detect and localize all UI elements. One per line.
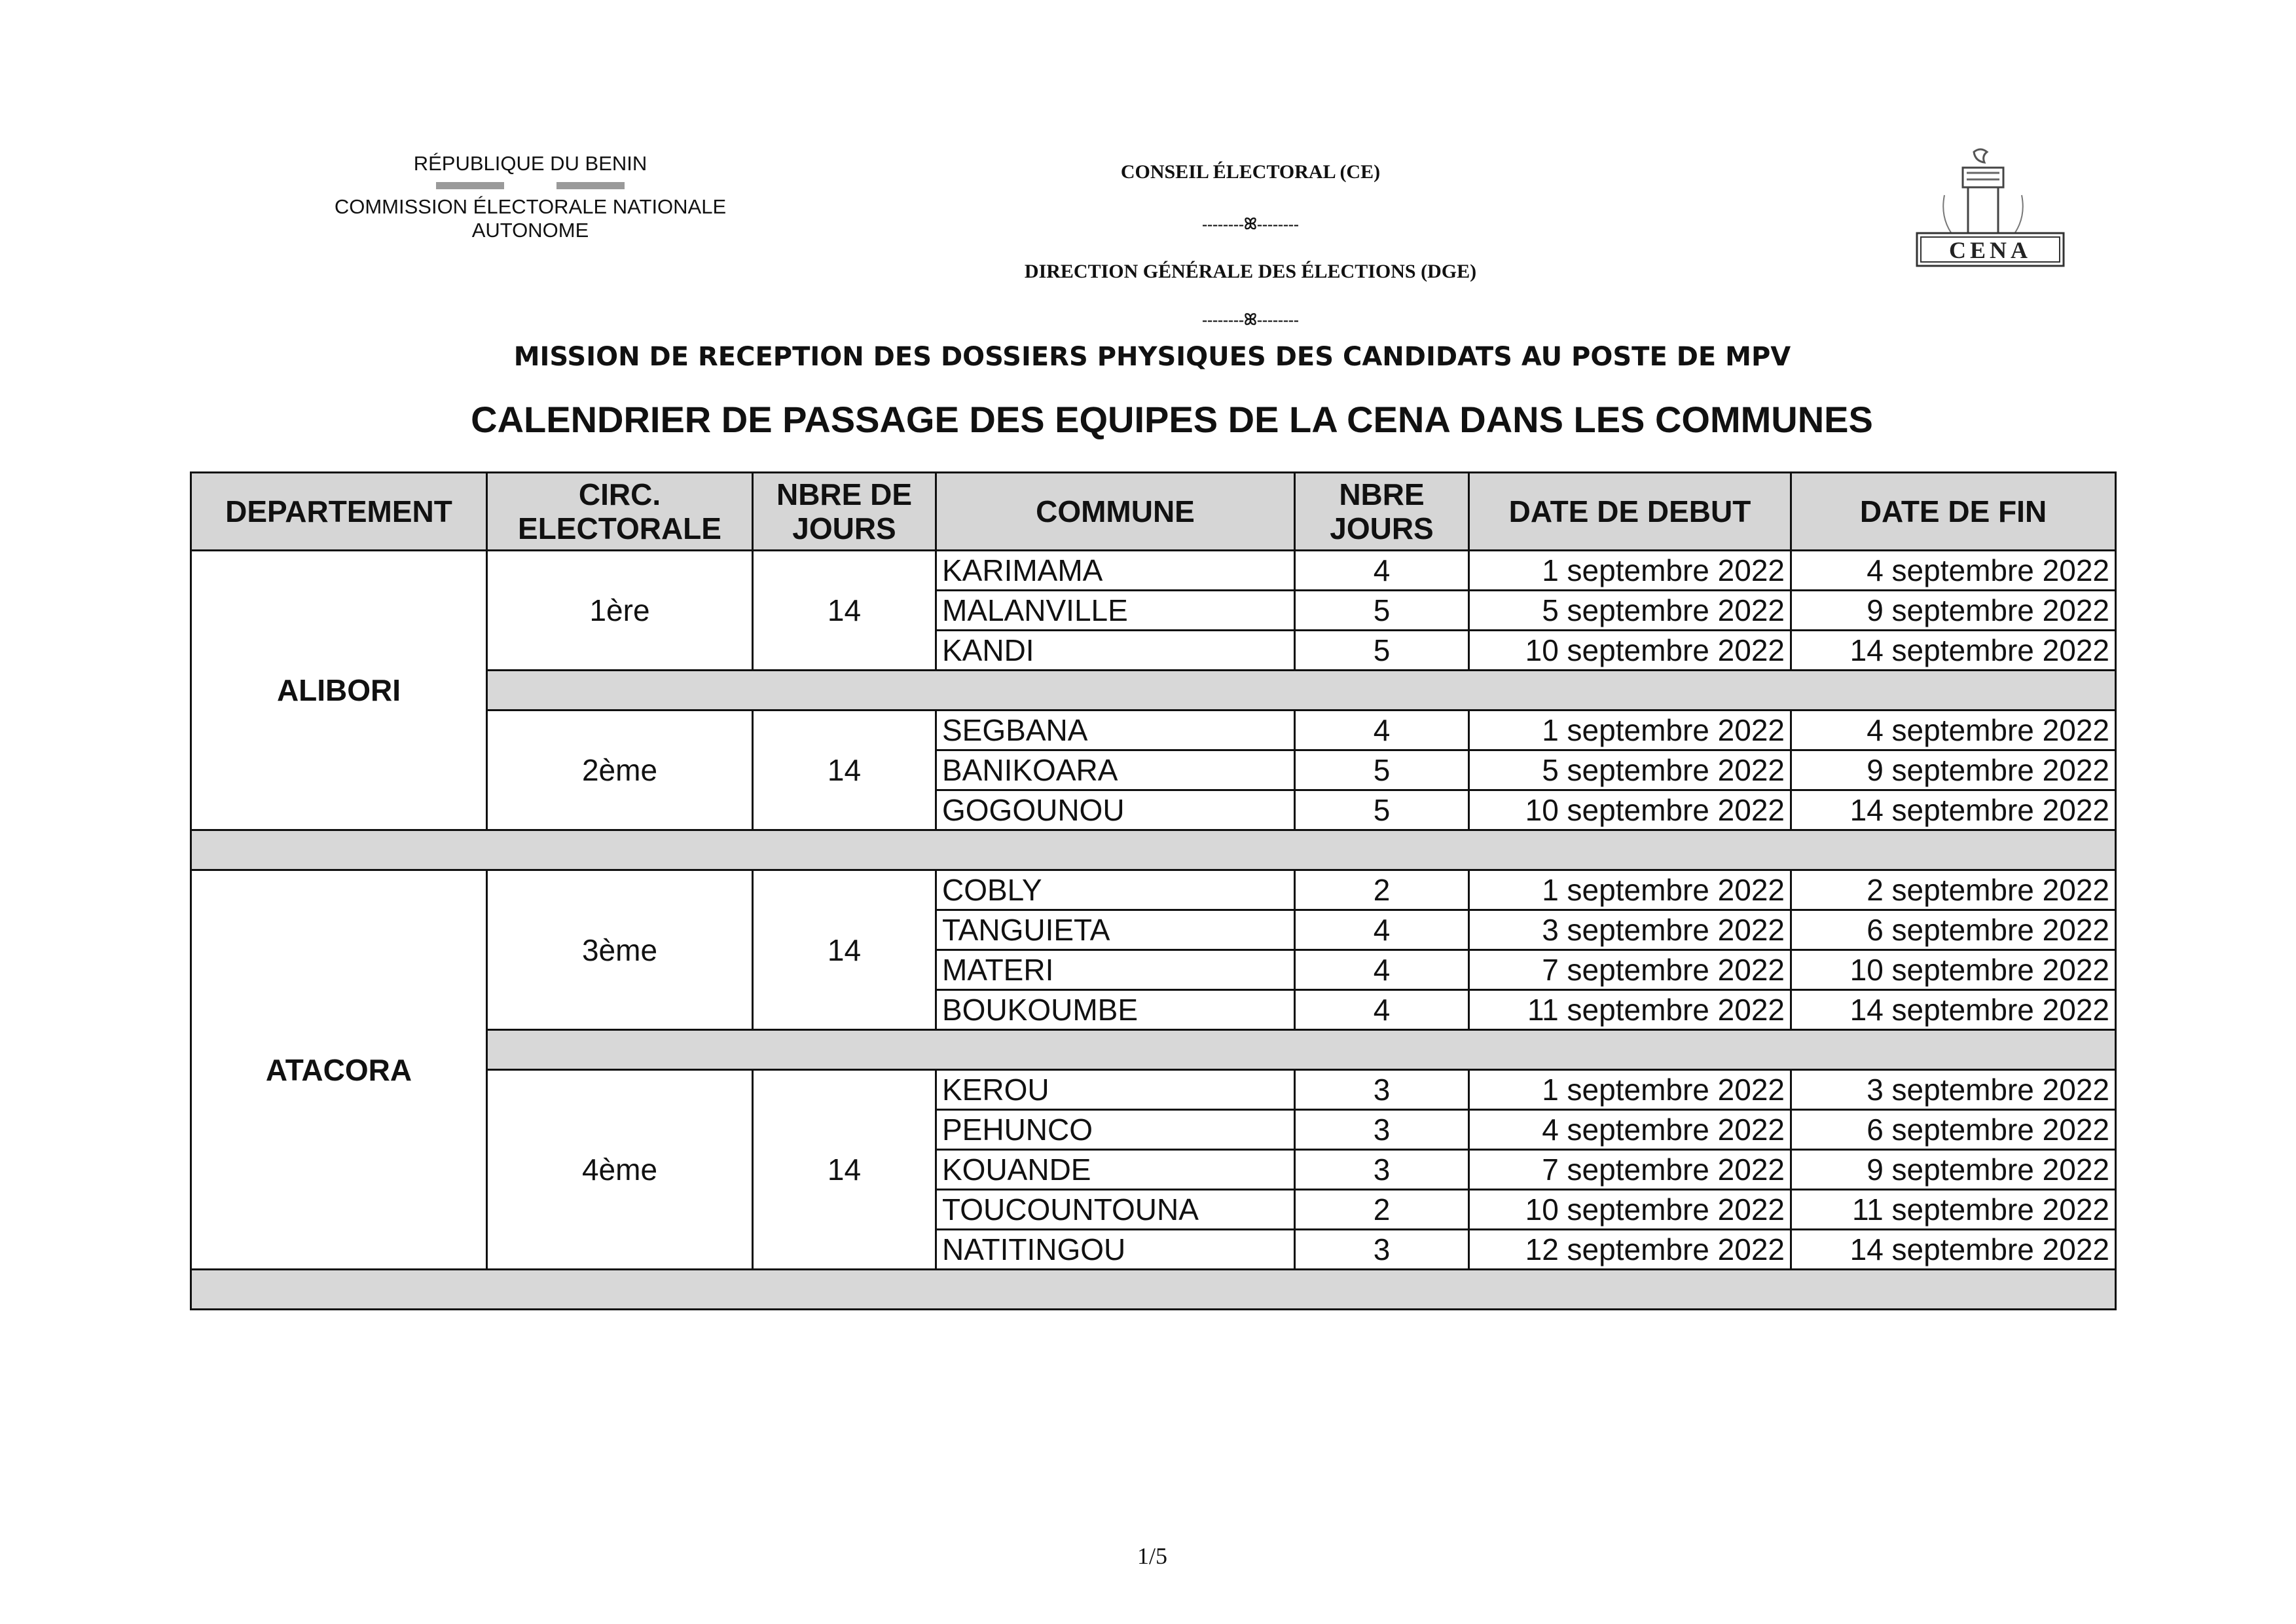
commune-cell: NATITINGOU	[936, 1230, 1295, 1270]
spacer-row	[191, 830, 2116, 870]
circ-cell: 3ème	[487, 870, 753, 1030]
spacer-row	[191, 1270, 2116, 1310]
days-cell: 3	[1295, 1110, 1469, 1150]
days-cell: 3	[1295, 1150, 1469, 1190]
start-date-cell: 10 septembre 2022	[1469, 790, 1791, 830]
days-cell: 4	[1295, 551, 1469, 591]
start-date-cell: 4 septembre 2022	[1469, 1110, 1791, 1150]
circ-cell: 2ème	[487, 710, 753, 830]
calendar-title: CALENDRIER DE PASSAGE DES EQUIPES DE LA CENA DANS LES COMMUNES	[471, 399, 1873, 440]
department-cell: ATACORA	[191, 870, 487, 1270]
end-date-cell: 3 septembre 2022	[1791, 1070, 2116, 1110]
commune-cell: GOGOUNOU	[936, 790, 1295, 830]
start-date-cell: 3 septembre 2022	[1469, 910, 1791, 950]
spacer-cell	[487, 671, 2116, 710]
end-date-cell: 6 septembre 2022	[1791, 1110, 2116, 1150]
days-cell: 3	[1295, 1070, 1469, 1110]
start-date-cell: 12 septembre 2022	[1469, 1230, 1791, 1270]
circ-cell: 1ère	[487, 551, 753, 671]
commune-cell: BOUKOUMBE	[936, 990, 1295, 1030]
start-date-cell: 5 septembre 2022	[1469, 591, 1791, 631]
days-cell: 5	[1295, 631, 1469, 671]
start-date-cell: 10 septembre 2022	[1469, 631, 1791, 671]
column-header: NBRE DE JOURS	[753, 473, 936, 551]
column-header: DATE DE FIN	[1791, 473, 2116, 551]
end-date-cell: 2 septembre 2022	[1791, 870, 2116, 910]
commission-line: COMMISSION ÉLECTORALE NATIONALE	[334, 195, 727, 218]
end-date-cell: 4 septembre 2022	[1791, 551, 2116, 591]
commune-cell: KANDI	[936, 631, 1295, 671]
autonome-line: AUTONOME	[471, 219, 589, 242]
commune-cell: COBLY	[936, 870, 1295, 910]
spacer-cell	[191, 1270, 2116, 1310]
column-header: DATE DE DEBUT	[1469, 473, 1791, 551]
direction-generale: DIRECTION GÉNÉRALE DES ÉLECTIONS (DGE)	[1024, 261, 1477, 282]
circ-days-cell: 14	[753, 870, 936, 1030]
column-header: DEPARTEMENT	[191, 473, 487, 551]
end-date-cell: 14 septembre 2022	[1791, 790, 2116, 830]
cena-logo	[1912, 143, 2069, 274]
column-header: NBRE JOURS	[1295, 473, 1469, 551]
days-cell: 4	[1295, 950, 1469, 990]
end-date-cell: 9 septembre 2022	[1791, 750, 2116, 790]
spacer-cell	[487, 1030, 2116, 1070]
commune-cell: KOUANDE	[936, 1150, 1295, 1190]
commune-cell: KARIMAMA	[936, 551, 1295, 591]
days-cell: 4	[1295, 990, 1469, 1030]
mission-title: MISSION DE RECEPTION DES DOSSIERS PHYSIQUES DES CANDIDATS AU POSTE DE MPV	[513, 342, 1791, 372]
header-left-block	[288, 149, 773, 245]
end-date-cell: 14 septembre 2022	[1791, 631, 2116, 671]
commune-cell: BANIKOARA	[936, 750, 1295, 790]
end-date-cell: 14 septembre 2022	[1791, 1230, 2116, 1270]
commune-cell: TANGUIETA	[936, 910, 1295, 950]
table-header-row	[191, 473, 2116, 551]
commune-cell: KEROU	[936, 1070, 1295, 1110]
start-date-cell: 1 septembre 2022	[1469, 870, 1791, 910]
ornament-divider: --------ꕤ--------	[1202, 216, 1299, 233]
commune-cell: SEGBANA	[936, 710, 1295, 750]
ornament-divider-2: --------ꕤ--------	[1202, 312, 1299, 329]
commune-cell: MATERI	[936, 950, 1295, 990]
circ-cell: 4ème	[487, 1070, 753, 1270]
days-cell: 5	[1295, 750, 1469, 790]
end-date-cell: 10 septembre 2022	[1791, 950, 2116, 990]
days-cell: 2	[1295, 1190, 1469, 1230]
republic-line: RÉPUBLIQUE DU BENIN	[413, 152, 647, 175]
end-date-cell: 11 septembre 2022	[1791, 1190, 2116, 1230]
table-row	[191, 551, 2116, 591]
schedule-table	[190, 471, 2117, 1310]
start-date-cell: 10 septembre 2022	[1469, 1190, 1791, 1230]
start-date-cell: 5 septembre 2022	[1469, 750, 1791, 790]
flag-divider	[288, 178, 773, 193]
start-date-cell: 7 septembre 2022	[1469, 1150, 1791, 1190]
start-date-cell: 1 septembre 2022	[1469, 551, 1791, 591]
start-date-cell: 1 septembre 2022	[1469, 1070, 1791, 1110]
column-header: COMMUNE	[936, 473, 1295, 551]
department-cell: ALIBORI	[191, 551, 487, 830]
logo-text: CENA	[1948, 237, 2032, 263]
days-cell: 5	[1295, 790, 1469, 830]
ballot-box-icon	[1912, 143, 2069, 274]
end-date-cell: 9 septembre 2022	[1791, 1150, 2116, 1190]
commune-cell: MALANVILLE	[936, 591, 1295, 631]
start-date-cell: 11 septembre 2022	[1469, 990, 1791, 1030]
circ-days-cell: 14	[753, 1070, 936, 1270]
days-cell: 4	[1295, 910, 1469, 950]
days-cell: 3	[1295, 1230, 1469, 1270]
circ-days-cell: 14	[753, 551, 936, 671]
column-header: CIRC. ELECTORALE	[487, 473, 753, 551]
days-cell: 4	[1295, 710, 1469, 750]
days-cell: 2	[1295, 870, 1469, 910]
circ-days-cell: 14	[753, 710, 936, 830]
start-date-cell: 7 septembre 2022	[1469, 950, 1791, 990]
conseil-electoral: CONSEIL ÉLECTORAL (CE)	[1120, 161, 1381, 183]
end-date-cell: 4 septembre 2022	[1791, 710, 2116, 750]
page-number: 1/5	[1137, 1543, 1167, 1569]
commune-cell: TOUCOUNTOUNA	[936, 1190, 1295, 1230]
start-date-cell: 1 septembre 2022	[1469, 710, 1791, 750]
end-date-cell: 14 septembre 2022	[1791, 990, 2116, 1030]
days-cell: 5	[1295, 591, 1469, 631]
spacer-cell	[191, 830, 2116, 870]
table-row	[191, 870, 2116, 910]
commune-cell: PEHUNCO	[936, 1110, 1295, 1150]
end-date-cell: 6 septembre 2022	[1791, 910, 2116, 950]
end-date-cell: 9 septembre 2022	[1791, 591, 2116, 631]
